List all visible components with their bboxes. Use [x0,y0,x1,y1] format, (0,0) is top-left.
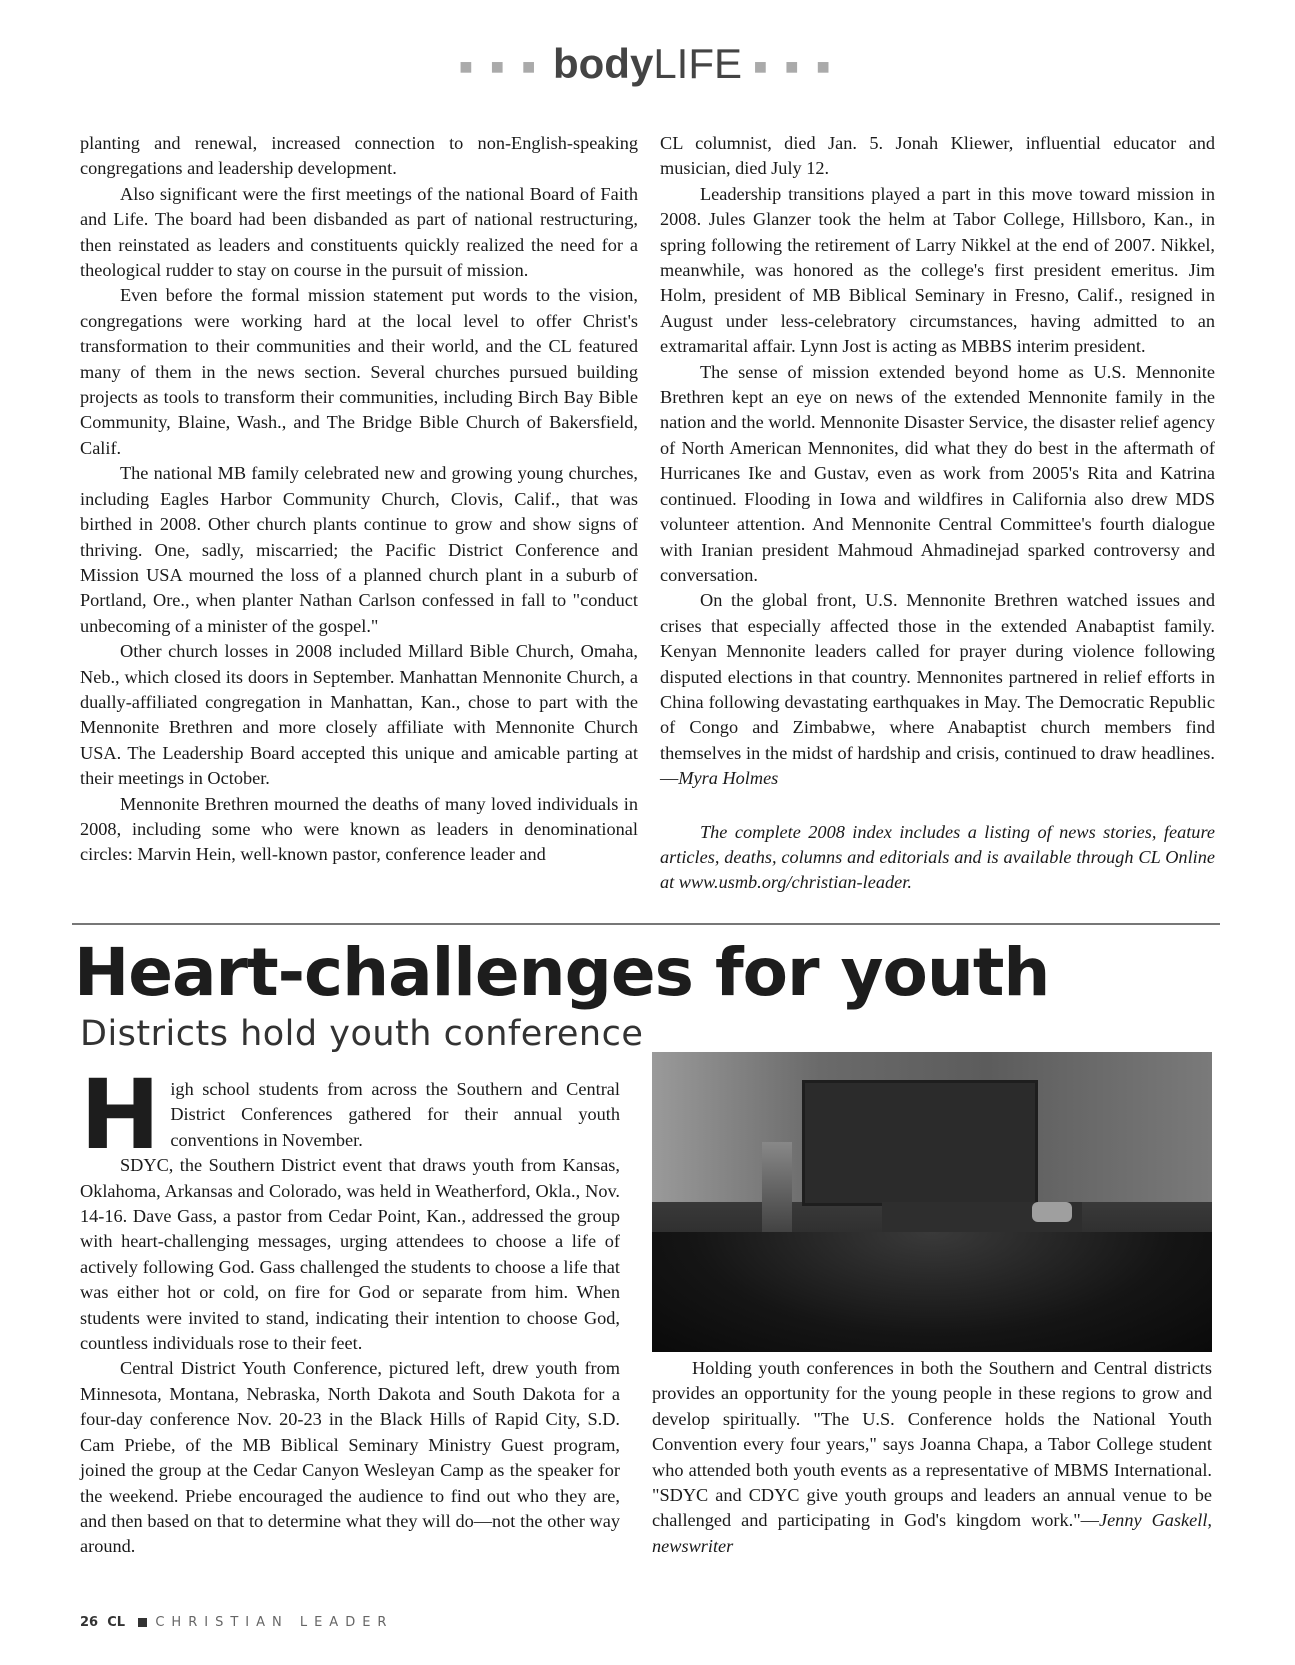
paragraph: The national MB family celebrated new and growing young churches, including Eagles Harbor Community Church, Clovis, Calif., that was birthed in 2008. Other church plants continue to grow and show signs of thriving. One, sadly, miscarried; the Pacific District Conference and Mission USA mourned the loss of a planned church plant in a suburb of Portland, Ore., when planter Nathan Carlson confessed in fall to "conduct unbecoming of a minister of the gospel." [80,463,638,636]
paragraph: Mennonite Brethren mourned the deaths of many loved individuals in 2008, including some who were known as leaders in denominational circles: Marvin Hein, well-known pastor, conference leader and [80,793,638,865]
photo-caption [652,1356,1212,1559]
photo-stage-light [1032,1202,1072,1222]
paragraph: SDYC, the Southern District event that draws youth from Kansas, Oklahoma, Arkansas and Colorado, was held in Weatherford, Okla., Nov. 14-16. Dave Gass, a pastor from Cedar Point, Kan., addressed the group with heart-challenging messages, urging attendees to choose a life of actively following God. Gass challenged the students to choose a life that was either hot or cold, on fire for God or separate from him. When students were invited to stand, indicating their intention to choose God, countless individuals rose to their feet. [80,1155,620,1354]
article-body [80,1059,620,1560]
paragraph [80,1059,620,1171]
drop-cap: H [80,1059,161,1171]
byline: Myra Holmes [678,768,779,789]
conference-photo [652,1052,1212,1352]
paragraph-text: igh school students from across the Southern and Central District Conferences gathered for their annual youth conventions in November. [170,1079,620,1150]
caption-text [652,1356,1212,1559]
top-right-column [660,131,1215,896]
paragraph: Central District Youth Conference, pictured left, drew youth from Minnesota, Montana, Nebraska, North Dakota and South Dakota for a four-day conference Nov. 20-23 in the Black Hills of Rapid City, S.D. Cam Priebe, of the MB Biblical Seminary Ministry Guest program, joined the group at the Cedar Canyon Wesleyan Camp as the speaker for the weekend. Priebe encouraged the audience to find out who they are, and then based on that to determine what they will do—not the other way around. [80,1358,620,1557]
paragraph: Also significant were the first meetings of the national Board of Faith and Life. The board had been disbanded as part of national restructuring, then reinstated as leaders and constituents quickly realized the need for a theological rudder to stay on course in the pursuit of mission. [80,183,638,281]
decorative-dots-left: ■ ■ ■ [459,53,542,79]
photo-crowd [652,1232,1212,1352]
caption-byline: Jenny Gaskell, newswriter [652,1510,1212,1556]
page-number: 26 [80,1615,99,1630]
paragraph: Other church losses in 2008 included Millard Bible Church, Omaha, Neb., which closed its doors in September. Manhattan Mennonite Church, a dually-affiliated congregation in Manhattan, Kan., chose to part with the Mennonite Brethren and more closely affiliate with Mennonite Church USA. The Leadership Board accepted this unique and amicable parting at their meetings in October. [80,641,638,789]
paragraph-text: On the global front, U.S. Mennonite Brethren watched issues and crises that especially affected those in the extended Anabaptist family. Kenyan Mennonite leaders called for prayer during violence following disputed elections in that country. Mennonites partnered in relief efforts in China following devastating earthquakes in May. The Democratic Republic of Congo and Zimbabwe, where Anabaptist church members find themselves in the midst of hardship and crisis, continued to draw headlines.— [660,590,1215,789]
paragraph: CL columnist, died Jan. 5. Jonah Kliewer, influential educator and musician, died July 12. [660,133,1215,179]
paragraph: Leadership transitions played a part in this move toward mission in 2008. Jules Glanzer took the helm at Tabor College, Hillsboro, Kan., in spring following the retirement of Larry Nikkel at the end of 2007. Nikkel, meanwhile, was honored as the college's first president emeritus. Jim Holm, president of MB Biblical Seminary in Fresno, Calif., resigned in August under less-celebratory circumstances, having admitted to an extramarital affair. Lynn Jost is acting as MBBS interim president. [660,183,1215,357]
paragraph: The sense of mission extended beyond home as U.S. Mennonite Brethren kept an eye on news of the extended Mennonite family in the nation and the world. Mennonite Disaster Service, the disaster relief agency of North American Mennonites, did what they do best in the aftermath of Hurricanes Ike and Gustav, even as work from 2005's Rita and Katrina continued. Flooding in Iowa and wildfires in California also drew MDS volunteer attention. And Mennonite Central Committee's fourth dialogue with Iranian president Mahmoud Ahmadinejad sparked controversy and conversation. [660,361,1215,585]
section-header-bold: body [552,40,654,87]
section-header [0,40,1295,88]
index-note: The complete 2008 index includes a listing of news stories, feature articles, deaths, columns and editorials and is available through CL Online at www.usmb.org/christian-leader. [660,821,1215,893]
article-subhead: Districts hold youth conference [80,1014,644,1054]
photo-screen [802,1080,1038,1206]
paragraph: planting and renewal, increased connection to non-English-speaking congregations and leadership development. [80,133,638,179]
caption-body: Holding youth conferences in both the Southern and Central districts provides an opportunity for the young people in these regions to grow and develop spiritually. "The U.S. Conference holds the National Youth Convention every four years," says Joanna Chapa, a Tabor College student who attended both youth events as a representative of MBMS International. "SDYC and CDYC give youth groups and leaders an annual venue to be challenged and participating in God's kingdom work."— [652,1358,1212,1531]
top-left-column [80,131,638,868]
paragraph [660,588,1215,791]
magazine-abbr: CL [107,1615,126,1630]
magazine-name: CHRISTIAN LEADER [155,1615,394,1630]
square-icon [138,1618,147,1627]
article-headline: Heart-challenges for youth [74,934,1050,1011]
paragraph: Even before the formal mission statement put words to the vision, congregations were working hard at the local level to offer Christ's transformation to their communities and their world, and the CL featured many of them in the news section. Several churches pursued building projects as tools to transform their communities, including Birch Bay Bible Community, Blaine, Wash., and The Bridge Bible Church of Bakersfield, Calif. [80,285,638,458]
section-header-light: LIFE [653,40,743,87]
divider [72,923,1220,925]
page-footer [80,1615,393,1630]
decorative-dots-right: ■ ■ ■ [753,53,836,79]
